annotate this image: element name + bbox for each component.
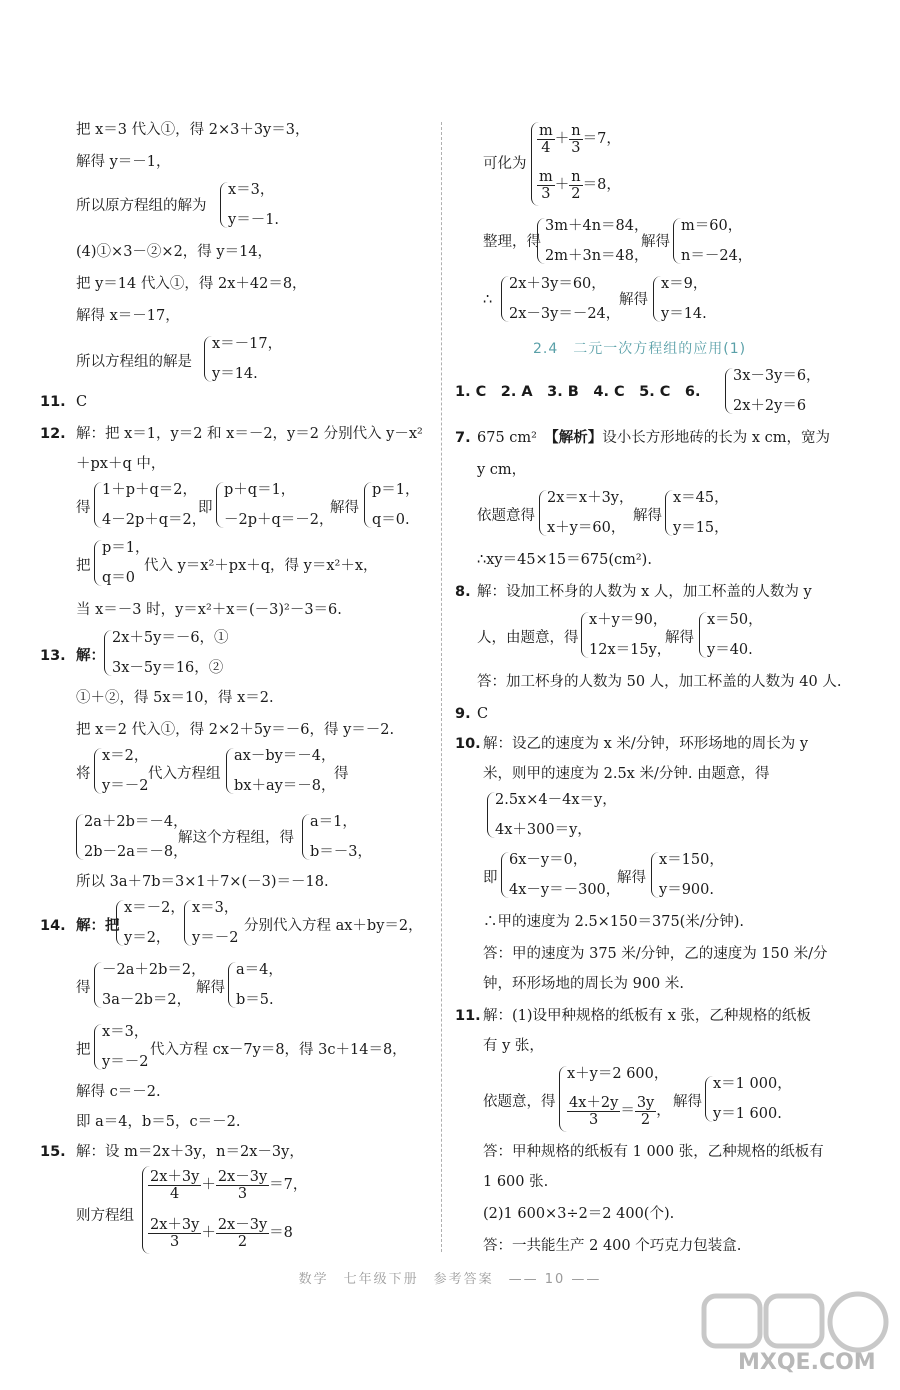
equation: 1＋p＋q＝2，	[102, 482, 198, 498]
text-line: 得	[334, 766, 349, 782]
equation: y＝－2	[102, 778, 149, 794]
text-line: 解得	[665, 630, 694, 646]
text-line: 分别代入方程 ax＋by＝2，	[244, 918, 423, 934]
fraction: $\frac{4x+2y}{3}$	[569, 1094, 619, 1128]
text-line: 可化为	[483, 156, 527, 172]
text-line: (4)①×3－②×2，得 y＝14，	[76, 244, 273, 260]
text-line: 解：(1)设甲种规格的纸板有 x 张，乙种规格的纸板	[483, 1008, 811, 1024]
equation: bx＋ay＝－8，	[234, 778, 336, 794]
fraction: $\frac{2x+3y}{3}$	[150, 1216, 200, 1250]
equation: y＝40.	[707, 642, 753, 658]
equation: 3x－3y＝6，	[733, 368, 821, 384]
equation: q＝0.	[372, 512, 410, 528]
text-line: 答：加工杯身的人数为 50 人，加工杯盖的人数为 40 人.	[477, 674, 842, 690]
text-line: 即	[198, 500, 213, 516]
equation: 4x＋300＝y，	[495, 822, 592, 838]
text-line: ∴xy＝45×15＝675(cm²).	[477, 552, 652, 568]
equation: x＝9，	[661, 276, 708, 292]
equation: x＋y＝2 600，	[567, 1066, 669, 1082]
text-line: 解：设乙的速度为 x 米/分钟，环形场地的周长为 y	[483, 736, 809, 752]
text-line: 当 x＝－3 时，y＝x²＋x＝(－3)²－3＝6.	[76, 602, 342, 618]
equation: $\frac{4x+2y}{3}$ ＝ $\frac{3y}{2}$ ，	[569, 1094, 671, 1128]
equation: 2a＋2b＝－4，	[84, 814, 188, 830]
equation: m＝60，	[681, 218, 743, 234]
equation: －2p＋q＝－2，	[224, 512, 334, 528]
text-line: 即 a＝4，b＝5，c＝－2.	[76, 1114, 241, 1130]
equation-brace	[94, 962, 102, 1008]
equation: 2b－2a＝－8，	[84, 844, 188, 860]
text-line: 米，则甲的速度为 2.5x 米/分钟. 由题意，得	[483, 766, 770, 782]
equation-brace	[116, 900, 124, 946]
text-line: 得	[76, 980, 91, 996]
equation: $\frac{m}{3}$ ＋ $\frac{n}{2}$ ＝8，	[539, 168, 621, 202]
equation: y＝15，	[673, 520, 729, 536]
equation: y＝－2	[192, 930, 239, 946]
answer-line: 1. C 2. A 3. B 4. C 5. C 6.	[455, 384, 701, 400]
equation-brace	[673, 218, 681, 264]
equation: y＝1 600.	[713, 1106, 782, 1122]
equation-brace	[302, 814, 310, 860]
equation: 4x－y＝－300，	[509, 882, 621, 898]
equation-brace	[184, 900, 192, 946]
equation: 6x－y＝0，	[509, 852, 588, 868]
equation: x＝－2，	[124, 900, 185, 916]
equation: y＝－1.	[228, 212, 280, 228]
equation: 3x－5y＝16，②	[112, 660, 224, 676]
text-line: y cm，	[477, 462, 527, 478]
text-line: 解：设加工杯身的人数为 x 人，加工杯盖的人数为 y	[477, 584, 812, 600]
column-divider	[441, 122, 442, 1252]
equation: n＝－24，	[681, 248, 753, 264]
equation-brace	[705, 1076, 713, 1122]
equation: 2x＋2y＝6	[733, 398, 807, 414]
question-number: 14.	[40, 918, 66, 934]
text-line: 把 x＝2 代入①，得 2×2＋5y＝－6，得 y＝－2.	[76, 722, 395, 738]
question-number: 8.	[455, 584, 471, 600]
equation: ax－by＝－4，	[234, 748, 336, 764]
equation: y＝－2	[102, 1054, 149, 1070]
equation: x＝45，	[673, 490, 729, 506]
solve-label: 解：把	[76, 917, 120, 934]
question-number: 10.	[455, 736, 481, 752]
text-line: 解得 c＝－2.	[76, 1084, 161, 1100]
equation-brace	[94, 1024, 102, 1070]
equation-brace	[699, 612, 707, 658]
equation: x＝1 000，	[713, 1076, 792, 1092]
text-line: 把	[76, 1042, 91, 1058]
text-line: 依题意，得	[483, 1094, 556, 1110]
equation-brace	[665, 490, 673, 536]
text-line: 解得	[633, 508, 662, 524]
fraction: $\frac{n}{2}$	[571, 168, 581, 202]
equation-brace	[581, 612, 589, 658]
text-line: 把 y＝14 代入①，得 2x＋42＝8，	[76, 276, 307, 292]
text-line: ①＋②，得 5x＝10，得 x＝2.	[76, 690, 274, 706]
text-line: 解得	[619, 292, 648, 308]
watermark-text: MXQE.COM	[738, 1350, 876, 1375]
solve-label: 解：	[76, 647, 105, 664]
text-line: 解得	[673, 1094, 702, 1110]
equation: $\frac{2x+3y}{3}$ ＋ $\frac{2x-3y}{2}$ ＝8	[150, 1216, 293, 1250]
text-line: 解得 y＝－1，	[76, 154, 171, 170]
equation: y＝2，	[124, 930, 171, 946]
equation-brace	[94, 482, 102, 528]
question-number: 9.	[455, 706, 471, 722]
text-line: 所以原方程组的解为	[76, 198, 207, 214]
text-line: 答：甲的速度为 375 米/分钟，乙的速度为 150 米/分	[483, 946, 828, 962]
text-line: 代入方程组	[148, 766, 221, 782]
equation: x＝150，	[659, 852, 724, 868]
equation-brace	[501, 852, 509, 898]
text-line: 所以方程组的解是	[76, 354, 192, 370]
equation: $\frac{2x+3y}{4}$ ＋ $\frac{2x-3y}{3}$ ＝7，	[150, 1168, 308, 1202]
question-number: 11.	[455, 1008, 481, 1024]
equation: x＋y＝90，	[589, 612, 668, 628]
text-line: 则方程组	[76, 1208, 134, 1224]
equation: 12x＝15y，	[589, 642, 672, 658]
text-line: (2)1 600×3÷2＝2 400(个).	[483, 1206, 675, 1222]
equation: x＝3，	[102, 1024, 149, 1040]
answer: C	[477, 706, 489, 722]
text-line: ∴	[483, 292, 493, 308]
text-line: 有 y 张，	[483, 1038, 544, 1054]
text-line: 得	[76, 500, 91, 516]
equation: p＋q＝1，	[224, 482, 296, 498]
text-line: 答：一共能生产 2 400 个巧克力包装盒.	[483, 1238, 742, 1254]
equation-brace	[94, 748, 102, 794]
equation: 3m＋4n＝84，	[545, 218, 649, 234]
equation-brace	[104, 630, 112, 676]
equation: x＝3，	[228, 182, 275, 198]
text-line: 整理，得	[483, 234, 541, 250]
equation: 2x＋5y＝－6，①	[112, 630, 229, 646]
equation: 2x＋3y＝60，	[509, 276, 606, 292]
question-number: 13.	[40, 648, 66, 664]
equation-brace	[94, 540, 102, 586]
question-number: 15.	[40, 1144, 66, 1160]
fraction: $\frac{3y}{2}$	[636, 1094, 655, 1128]
equation: y＝14.	[212, 366, 258, 382]
equation: y＝14.	[661, 306, 707, 322]
text-line: 代入 y＝x²＋px＋q，得 y＝x²＋x，	[144, 558, 378, 574]
equation-brace	[364, 482, 372, 528]
equation: b＝5.	[236, 992, 274, 1008]
equation: p＝1，	[102, 540, 150, 556]
text-line: 1 600 张.	[483, 1174, 549, 1190]
equation: 2x－3y＝－24，	[509, 306, 621, 322]
text-line: 解得 x＝－17，	[76, 308, 180, 324]
question-number: 11.	[40, 394, 66, 410]
equation: x＝50，	[707, 612, 763, 628]
fraction: $\frac{2x-3y}{3}$	[217, 1168, 268, 1202]
equation-brace	[725, 368, 733, 414]
equation: b＝－3，	[310, 844, 373, 860]
question-number: 12.	[40, 426, 66, 442]
equation: 4－2p＋q＝2，	[102, 512, 207, 528]
equation: 2.5x×4－4x＝y，	[495, 792, 617, 808]
equation: a＝1，	[310, 814, 357, 830]
equation: x＝3，	[192, 900, 239, 916]
equation: 2x＝x＋3y，	[547, 490, 634, 506]
equation-brace	[220, 182, 228, 228]
fraction: $\frac{m}{4}$	[539, 122, 553, 156]
text-line: 解：设 m＝2x＋3y，n＝2x－3y，	[76, 1144, 304, 1160]
equation: x＋y＝60，	[547, 520, 626, 536]
fraction: $\frac{n}{3}$	[571, 122, 581, 156]
text-line: 答：甲种规格的纸板有 1 000 张，乙种规格的纸板有	[483, 1144, 824, 1160]
fraction: $\frac{m}{3}$	[539, 168, 553, 202]
text-line: 依题意得	[477, 508, 535, 524]
text-line: 解：把 x＝1，y＝2 和 x＝－2，y＝2 分别代入 y－x²	[76, 426, 423, 442]
answer: C	[76, 394, 88, 410]
text-line: 人，由题意，得	[477, 630, 579, 646]
text-line: 代入方程 cx－7y＝8，得 3c＋14＝8，	[150, 1042, 407, 1058]
fraction: $\frac{2x-3y}{2}$	[217, 1216, 268, 1250]
text-line: 解得	[330, 500, 359, 516]
text-line: 把 x＝3 代入①，得 2×3＋3y＝3，	[76, 122, 310, 138]
text-line: ∴甲的速度为 2.5×150＝375(米/分钟).	[483, 914, 744, 930]
equation-brace	[216, 482, 224, 528]
equation-brace	[559, 1066, 567, 1132]
text-line: 将	[76, 766, 91, 782]
equation: y＝900.	[659, 882, 714, 898]
equation: x＝2，	[102, 748, 149, 764]
equation: x＝－17，	[212, 336, 283, 352]
text-line: 解得	[617, 870, 646, 886]
equation: $\frac{m}{4}$ ＋ $\frac{n}{3}$ ＝7，	[539, 122, 621, 156]
text-line: 解这个方程组，得	[178, 830, 294, 846]
equation: 3a－2b＝2，	[102, 992, 192, 1008]
text-line: 675 cm² 【解析】设小长方形地砖的长为 x cm，宽为	[477, 429, 830, 446]
equation-brace	[537, 218, 545, 264]
equation: a＝4，	[236, 962, 283, 978]
question-number: 7.	[455, 430, 471, 446]
text-line: 钟，环形场地的周长为 900 米.	[483, 976, 685, 992]
equation: p＝1，	[372, 482, 420, 498]
equation-brace	[76, 814, 84, 860]
equation-brace	[651, 852, 659, 898]
page-footer: 数学 七年级下册 参考答案 —— 10 ——	[298, 1272, 602, 1287]
equation-brace	[228, 962, 236, 1008]
equation-brace	[501, 276, 509, 322]
fraction: $\frac{2x+3y}{4}$	[150, 1168, 200, 1202]
section-heading: 2.4 二元一次方程组的应用(1)	[533, 341, 747, 357]
text-line: 即	[483, 870, 498, 886]
equation: 2m＋3n＝48，	[545, 248, 649, 264]
text-line: 解得	[196, 980, 225, 996]
equation-brace	[487, 792, 495, 838]
equation-brace	[653, 276, 661, 322]
text-line: ＋px＋q 中，	[76, 456, 166, 472]
equation: －2a＋2b＝2，	[102, 962, 206, 978]
analysis-label: 【解析】	[551, 429, 603, 446]
equation-brace	[204, 336, 212, 382]
text-line: 解得	[641, 234, 670, 250]
text-line: 所以 3a＋7b＝3×1＋7×(－3)＝－18.	[76, 874, 329, 890]
equation: q＝0	[102, 570, 136, 586]
text-line: 把	[76, 558, 91, 574]
equation-brace	[226, 748, 234, 794]
equation-brace	[539, 490, 547, 536]
